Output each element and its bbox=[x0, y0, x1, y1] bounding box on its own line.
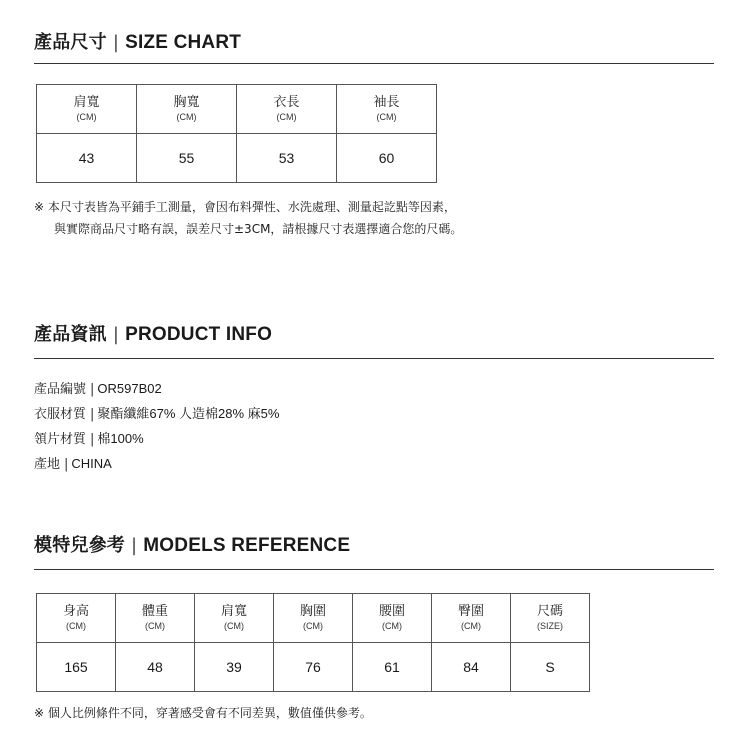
info-row-garment-material: 衣服材質 | 聚酯纖維67% 人造棉28% 麻5% bbox=[34, 406, 280, 422]
size-chart-title-en: SIZE CHART bbox=[125, 32, 242, 53]
models-header-cell: 腰圍 (CM) bbox=[353, 594, 432, 643]
models-reference-title-zh: 模特兒參考 bbox=[34, 535, 125, 556]
size-chart-table bbox=[36, 84, 437, 183]
models-value-cell: 39 bbox=[195, 643, 274, 692]
info-row-product-number: 產品編號 | OR597B02 bbox=[34, 381, 162, 397]
models-value-cell: S bbox=[511, 643, 590, 692]
heading-separator: | bbox=[112, 32, 120, 53]
models-reference-heading bbox=[34, 531, 350, 557]
size-chart-note-line1: ※ 本尺寸表皆為平鋪手工測量，會因布料彈性、水洗處理、測量起訖點等因素， bbox=[34, 200, 456, 214]
models-value-cell: 84 bbox=[432, 643, 511, 692]
size-chart-heading bbox=[34, 28, 241, 54]
product-info-list bbox=[34, 377, 279, 477]
models-header-row bbox=[37, 594, 590, 643]
models-reference-divider bbox=[34, 569, 714, 570]
product-info-title-en: PRODUCT INFO bbox=[125, 324, 273, 345]
models-header-cell: 臀圍 (CM) bbox=[432, 594, 511, 643]
models-reference-table bbox=[36, 593, 590, 692]
size-chart-header-cell: 肩寬 (CM) bbox=[37, 85, 137, 134]
size-chart-note-line2: 與實際商品尺寸略有誤，誤差尺寸±3CM，請根據尺寸表選擇適合您的尺碼。 bbox=[54, 222, 463, 236]
product-info-title-zh: 產品資訊 bbox=[34, 324, 107, 345]
size-chart-value-cell: 53 bbox=[237, 134, 337, 183]
models-header-cell: 肩寬 (CM) bbox=[195, 594, 274, 643]
models-reference-title-en: MODELS REFERENCE bbox=[143, 535, 351, 556]
heading-separator: | bbox=[131, 535, 138, 556]
size-chart-divider bbox=[34, 63, 714, 64]
size-chart-value-cell: 60 bbox=[337, 134, 437, 183]
product-info-heading bbox=[34, 320, 272, 346]
size-chart-header-cell: 袖長 (CM) bbox=[337, 85, 437, 134]
models-header-cell: 體重 (CM) bbox=[116, 594, 195, 643]
product-info-divider bbox=[34, 358, 714, 359]
models-header-cell: 尺碼 (SIZE) bbox=[511, 594, 590, 643]
models-header-cell: 胸圍 (CM) bbox=[274, 594, 353, 643]
size-chart-value-cell: 55 bbox=[137, 134, 237, 183]
heading-separator: | bbox=[112, 324, 120, 345]
models-value-cell: 61 bbox=[353, 643, 432, 692]
size-chart-note bbox=[34, 196, 462, 240]
info-row-origin: 產地 | CHINA bbox=[34, 456, 112, 472]
info-row-collar-material: 領片材質 | 棉100% bbox=[34, 431, 144, 447]
size-chart-header-cell: 衣長 (CM) bbox=[237, 85, 337, 134]
size-chart-header-cell: 胸寬 (CM) bbox=[137, 85, 237, 134]
size-chart-title-zh: 產品尺寸 bbox=[34, 32, 107, 53]
size-chart-value-cell: 43 bbox=[37, 134, 137, 183]
size-chart-value-row bbox=[37, 134, 437, 183]
models-value-cell: 48 bbox=[116, 643, 195, 692]
models-value-cell: 76 bbox=[274, 643, 353, 692]
models-value-row bbox=[37, 643, 590, 692]
models-value-cell: 165 bbox=[37, 643, 116, 692]
models-reference-note: ※ 個人比例條件不同，穿著感受會有不同差異，數值僅供參考。 bbox=[34, 706, 372, 720]
size-chart-header-row bbox=[37, 85, 437, 134]
models-header-cell: 身高 (CM) bbox=[37, 594, 116, 643]
